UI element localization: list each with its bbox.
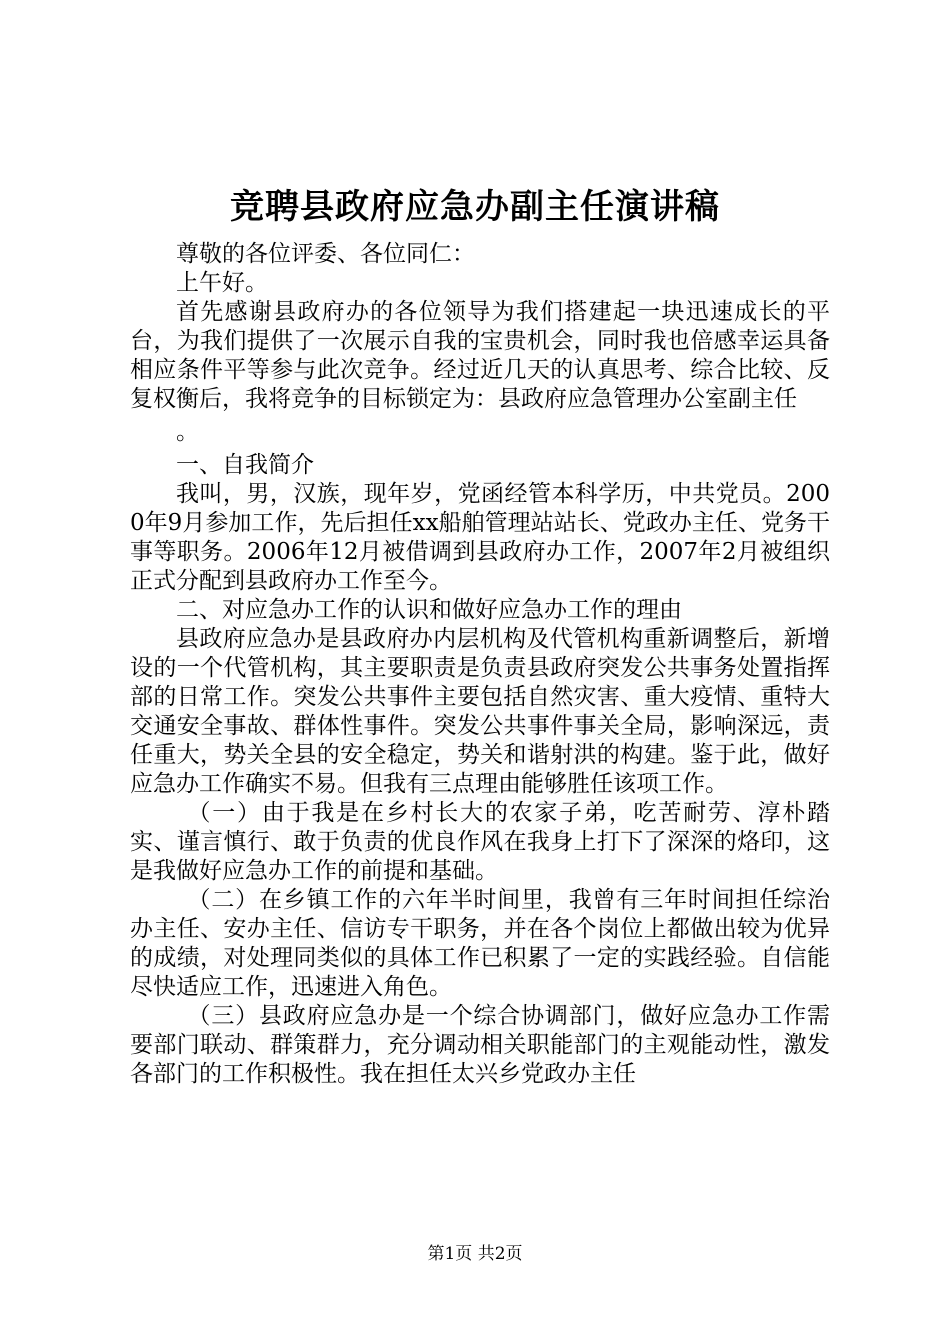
intro-paragraph: 首先感谢县政府办的各位领导为我们搭建起一块迅速成长的平台，为我们提供了一次展示自我的宝贵机会，同时我也倍感幸运具备相应条件平等参与此次竞争。经过近几天的认真思考、综合比较、反复权衡后，我将竞争的目标锁定为：县政府应急管理办公室副主任 [130, 299, 830, 412]
section-heading-self-intro: 一、自我简介 [176, 452, 314, 478]
salutation-paragraph: 尊敬的各位评委、各位同仁： [176, 241, 475, 267]
period-paragraph: 。 [176, 419, 199, 445]
section-heading-understanding: 二、对应急办工作的认识和做好应急办工作的理由 [176, 597, 682, 623]
reason-one-paragraph: （一）由于我是在乡村长大的农家子弟，吃苦耐劳、淳朴踏实、谨言慎行、敢于负责的优良作风在我身上打下了深深的烙印，这是我做好应急办工作的前提和基础。 [130, 800, 830, 884]
greeting-paragraph: 上午好。 [176, 270, 268, 296]
reason-three-paragraph: （三）县政府应急办是一个综合协调部门，做好应急办工作需要部门联动、群策群力，充分调动相关职能部门的主观能动性，激发各部门的工作积极性。我在担任太兴乡党政办主任 [130, 1003, 830, 1087]
page-number-footer: 第1页 共2页 [427, 1244, 523, 1264]
understanding-paragraph: 县政府应急办是县政府办内层机构及代管机构重新调整后，新增设的一个代管机构，其主要职责是负责县政府突发公共事务处置指挥部的日常工作。突发公共事件主要包括自然灾害、重大疫情、重特大交通安全事故、群体性事件。突发公共事件事关全局，影响深远，责任重大，势关全县的安全稳定，势关和谐射洪的构建。鉴于此，做好应急办工作确实不易。但我有三点理由能够胜任该项工作。 [130, 626, 830, 797]
document-title: 竞聘县政府应急办副主任演讲稿 [230, 187, 720, 227]
document-body [130, 240, 830, 1089]
reason-two-paragraph: （二）在乡镇工作的六年半时间里，我曾有三年时间担任综治办主任、安办主任、信访专干职务，并在各个岗位上都做出较为优异的成绩，对处理同类似的具体工作已积累了一定的实践经验。自信能尽快适应工作，迅速进入角色。 [130, 887, 830, 1000]
self-intro-paragraph: 我叫，男，汉族，现年岁，党函经管本科学历，中共党员。2000年9月参加工作，先后担任xx船舶管理站站长、党政办主任、党务干事等职务。2006年12月被借调到县政府办工作，2007年2月被组织正式分配到县政府办工作至今。 [130, 481, 830, 594]
